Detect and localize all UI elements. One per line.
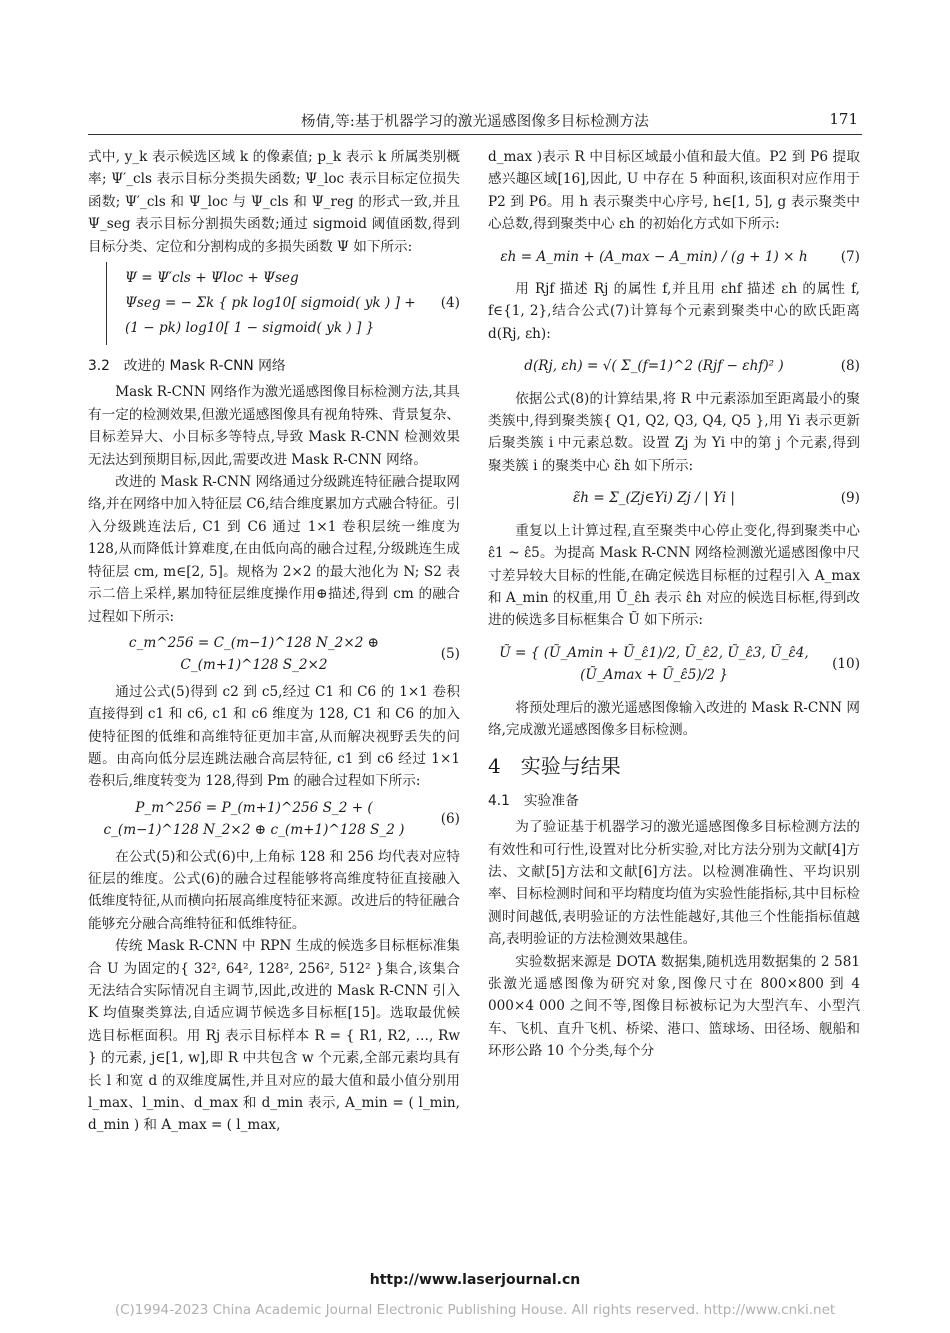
section-heading: 3.2 改进的 Mask R-CNN 网络 xyxy=(88,358,286,375)
equation-6 xyxy=(88,793,460,846)
equation-7 xyxy=(488,236,860,278)
paragraph: 为了验证基于机器学习的激光遥感图像多目标检测方法的有效性和可行性,设置对比分析实验,对比方法分别为文献[4]方法、文献[5]方法和文献[6]方法。以检测准确性、平均识别率、目标检测时间和平均精度均值为实验性能指标,其中目标检测时间越低,表明验证的方法性能越好,其他三个性能指标值越高,表明验证的方法检测效果越佳。 xyxy=(488,819,860,948)
equation-5 xyxy=(88,628,460,681)
right-column xyxy=(488,146,860,1063)
copyright-watermark: (C)1994-2023 China Academic Journal Electronic Publishing House. All rights reserved. http://www.cnki.net xyxy=(114,1302,836,1318)
equation-body: c_m^256 = C_(m−1)^128 N_2×2 ⊕ C_(m+1)^128 S_2×2 xyxy=(128,634,380,674)
equation-number: (9) xyxy=(840,490,860,507)
equation-line: (1 − pk) log10[ 1 − sigmoid( yk ) ] } xyxy=(125,320,375,337)
equation-number: (7) xyxy=(840,248,860,265)
equation-number: (8) xyxy=(840,358,860,375)
equation-number: (6) xyxy=(440,810,460,827)
equation-10 xyxy=(488,632,860,697)
equation-body: Ũ = { (Ũ_Amin + Ũ_ε̂1)/2, Ũ_ε̂2, Ũ_ε̂3, Ũ_ε̂4, (Ũ_Amax + Ũ_ε̂5)/2 } xyxy=(499,644,809,684)
equation-body: P_m^256 = P_(m+1)^256 S_2 + ( c_(m−1)^128 N_2×2 ⊕ c_(m+1)^128 S_2 ) xyxy=(103,799,405,839)
paragraph: 实验数据来源是 DOTA 数据集,随机选用数据集的 2 581 张激光遥感图像为研究对象,图像尺寸在 800×800 到 4 000×4 000 之间不等,图像目标被标记为大型汽车、小型汽车、飞机、直升飞机、桥梁、港口、篮球场、田径场、舰船和环形公路 10 个分类,每个分 xyxy=(488,953,860,1060)
paragraph: d_max )表示 R 中目标区域最小值和最大值。P2 到 P6 提取感兴趣区域[16],因此, U 中存在 5 种面积,该面积对应作用于 P2 到 P6。用 h 表示聚类中心序号, h∈[1, 5], g 表示聚类中心总数,得到聚类中心 εh 的初始化方式如下所示: xyxy=(488,149,860,233)
paragraph: 通过公式(5)得到 c2 到 c5,经过 C1 和 C6 的 1×1 卷积直接得到 c1 和 c6, c1 和 c6 维度为 128, C1 和 C6 的加入使特征图的低维和高维特征更加丰富,从而解决视野丢失的问题。由高向低分层连跳法融合高层特征, c1 到 c6 经过 1×1 卷积后,维度转变为 128,得到 Pm 的融合过程如下所示: xyxy=(88,683,460,790)
equation-number: (4) xyxy=(440,295,460,312)
running-title: 杨倩,等:基于机器学习的激光遥感图像多目标检测方法 xyxy=(301,114,649,130)
equation-9 xyxy=(488,477,860,519)
equation-number: (5) xyxy=(440,646,460,663)
paragraph: 改进的 Mask R-CNN 网络通过分级跳连特征融合提取网络,并在网络中加入特征层 C6,结合维度累加方式融合特征。引入分级跳连法后, C1 到 C6 通过 1×1 卷积层统一维度为 128,从而降低计算难度,在由低向高的融合过程,分级跳连生成特征层 cm, m∈[2, 5]。规格为 2×2 的最大池化为 N; S2 表示二倍上采样,累加特征层维度操作用⊕描述,得到 cm 的融合过程如下所示: xyxy=(88,474,460,625)
running-header xyxy=(88,108,862,135)
equation-line: Ψseg = − Σk { pk log10[ sigmoid( yk ) ] + xyxy=(125,295,416,312)
equation-8 xyxy=(488,345,860,387)
paragraph: 传统 Mask R-CNN 中 RPN 生成的候选多目标框标准集合 U 为固定的{ 32², 64², 128², 256², 512² }集合,该集合无法结合实际情况自主调节,因此,改进的 Mask R-CNN 引入 K 均值聚类算法,自适应调节候选多目标框[15]。选取最优候选目标框面积。用 Rj 表示目标样本 R = { R1, R2, …, Rw } 的元素, j∈[1, w],即 R 中共包含 w 个元素,全部元素均具有长 l 和宽 d 的双维度属性,并且对应的最大值和最小值分别用 l_max、l_min、d_max 和 d_min 表示, A_min = ( l_min, d_min ) 和 A_max = ( l_max, xyxy=(88,938,460,1134)
equation-body: d(Rj, εh) = √( Σ_(f=1)^2 (Rjf − εhf)² ) xyxy=(524,358,784,375)
section-heading: 4 实验与结果 xyxy=(488,754,621,779)
paragraph: 用 Rjf 描述 Rj 的属性 f,并且用 εhf 描述 εh 的属性 f, f∈{1, 2},结合公式(7)计算每个元素到聚类中心的欧氏距离 d(Rj, εh): xyxy=(488,281,860,342)
subsection-heading: 4.1 实验准备 xyxy=(488,792,579,809)
left-column xyxy=(88,146,460,1137)
equation-line: Ψ = Ψ′cls + Ψloc + Ψseg xyxy=(125,270,299,287)
paragraph: Mask R-CNN 网络作为激光遥感图像目标检测方法,其具有一定的检测效果,但激光遥感图像具有视角特殊、背景复杂、目标差异大、小目标多等特点,导致 Mask R-CNN 检测效果无法达到预期目标,因此,需要改进 Mask R-CNN 网络。 xyxy=(88,384,460,468)
equation-number: (10) xyxy=(832,655,860,672)
equation-body: ε̃h = Σ_(Zj∈Yi) Zj / | Yi | xyxy=(573,490,735,507)
paragraph: 重复以上计算过程,直至聚类中心停止变化,得到聚类中心 ε̂1 ~ ε̂5。为提高 Mask R-CNN 网络检测激光遥感图像中尺寸差异较大目标的性能,在确定候选目标框的过程引入 A_max 和 A_min 的权重,用 Ũ_ε̂h 表示 ε̂h 对应的候选目标框,得到改进的候选多目标框集合 Ũ 如下所示: xyxy=(488,522,860,629)
paragraph: 依据公式(8)的计算结果,将 R 中元素添加至距离最小的聚类簇中,得到聚类簇{ Q1, Q2, Q3, Q4, Q5 },用 Yi 表示更新后聚类簇 i 中元素总数。设置 Zj 为 Yi 中的第 j 个元素,得到聚类簇 i 的聚类中心 ε̃h 如下所示: xyxy=(488,390,860,474)
paragraph: 式中, y_k 表示候选区域 k 的像素值; p_k 表示 k 所属类别概率; Ψ′_cls 表示目标分类损失函数; Ψ_loc 表示目标定位损失函数; Ψ′_cls 和 Ψ_loc 与 Ψ_cls 和 Ψ_reg 的形式一致,并且 Ψ_seg 表示目标分割损失函数;通过 sigmoid 阈值函数,得到目标分类、定位和分割构成的多损失函数 Ψ 如下所示: xyxy=(88,149,460,255)
page-number: 171 xyxy=(829,110,858,128)
paragraph: 在公式(5)和公式(6)中,上角标 128 和 256 均代表对应特征层的维度。公式(6)的融合过程能够将高维度特征直接融入低维度特征,从而横向拓展高维度特征来源。改进后的特征融合能够充分融合高维特征和低维特征。 xyxy=(88,848,460,932)
journal-url: http://www.laserjournal.cn xyxy=(369,1272,581,1288)
equation-body: εh = A_min + (A_max − A_min) / (g + 1) × h xyxy=(500,248,808,265)
paragraph: 将预处理后的激光遥感图像输入改进的 Mask R-CNN 网络,完成激光遥感图像多目标检测。 xyxy=(488,699,860,738)
equation-4 xyxy=(88,258,460,349)
